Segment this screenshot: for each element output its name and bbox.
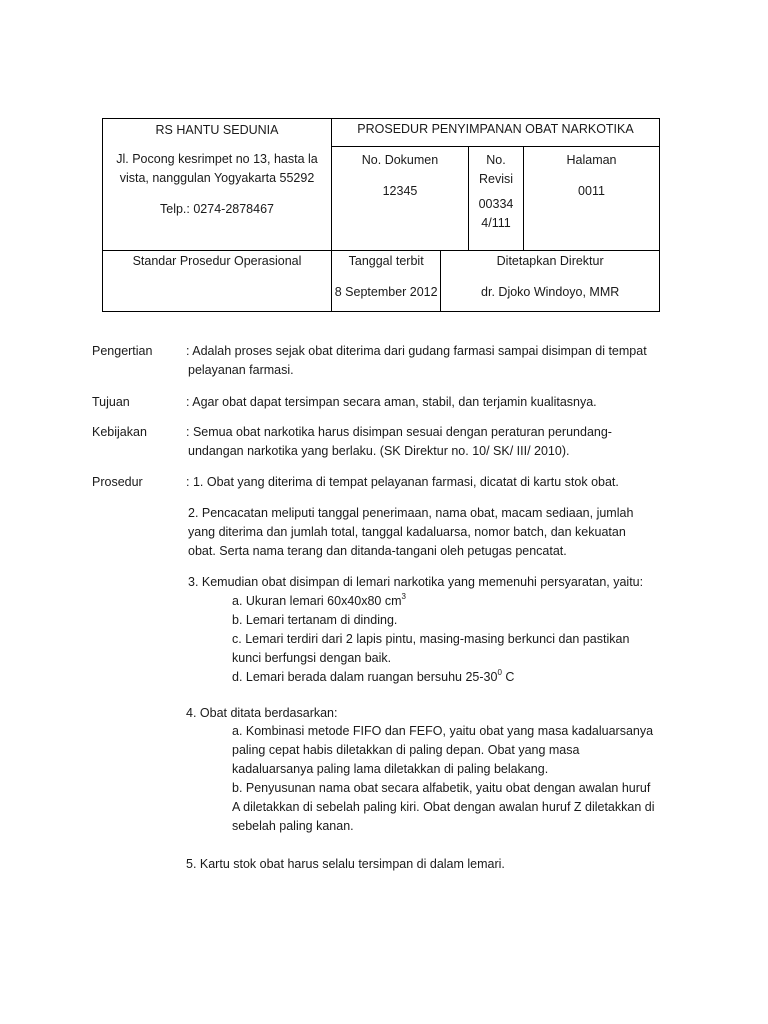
step3-d-unit: C (501, 670, 515, 684)
doc-number-value: 12345 (382, 184, 418, 198)
step3-item-c-line2: kunci berfungsi dengan baik. (232, 651, 392, 665)
step4-b-line3: sebelah paling kanan. (232, 819, 354, 833)
step2-line3: obat. Serta nama terang dan ditanda-tangani oleh petugas pencatat. (188, 544, 567, 558)
approved-by-label: Ditetapkan Direktur (496, 254, 604, 268)
pengertian-line1: : Adalah proses sejak obat diterima dari gudang farmasi sampai disimpan di tempat (186, 344, 647, 358)
step3-a-text: a. Ukuran lemari 60x40x80 cm (232, 594, 402, 608)
procedure-info-cell (332, 119, 660, 251)
hospital-name: RS HANTU SEDUNIA (155, 123, 279, 137)
step2-line1: 2. Pencacatan meliputi tanggal penerimaan, nama obat, macam sediaan, jumlah (188, 506, 634, 520)
page-number-block (524, 147, 659, 250)
approved-by-cell (441, 251, 660, 312)
step3-item-d (232, 668, 682, 687)
step3-a-sup: 3 (401, 592, 406, 601)
page-label: Halaman (566, 153, 617, 167)
header-row-bottom (103, 251, 660, 312)
step4-b-line1: b. Penyusunan nama obat secara alfabetik, yaitu obat dengan awalan huruf (232, 781, 651, 795)
prosedur-step5: 5. Kartu stok obat harus selalu tersimpan di dalam lemari. (186, 857, 505, 871)
step4-a-line1: a. Kombinasi metode FIFO dan FEFO, yaitu obat yang masa kadaluarsanya (232, 724, 654, 738)
kebijakan-label: Kebijakan (92, 425, 147, 439)
revision-label-1: No. (486, 153, 506, 167)
pengertian-line2: pelayanan farmasi. (188, 363, 294, 377)
doc-number-label: No. Dokumen (361, 153, 439, 167)
procedure-title: PROSEDUR PENYIMPANAN OBAT NARKOTIKA (332, 119, 659, 147)
step4-a-line2: paling cepat habis diletakkan di paling depan. Obat yang masa (232, 743, 580, 757)
sop-label: Standar Prosedur Operasional (132, 254, 302, 268)
step3-item-a (232, 592, 682, 611)
issued-date-cell (332, 251, 441, 312)
hospital-address-line1: Jl. Pocong kesrimpet no 13, hasta la (116, 152, 318, 166)
step2-line2: yang diterima dan jumlah total, tanggal kadaluarsa, nomor batch, dan kekuatan (188, 525, 626, 539)
kebijakan-text (186, 423, 686, 461)
step3-item-b: b. Lemari tertanam di dinding. (232, 613, 398, 627)
prosedur-step1: : 1. Obat yang diterima di tempat pelayanan farmasi, dicatat di kartu stok obat. (186, 475, 619, 489)
approved-by-value: dr. Djoko Windoyo, MMR (481, 285, 620, 299)
revision-label-2: Revisi (478, 172, 514, 186)
prosedur-step3-intro: 3. Kemudian obat disimpan di lemari narkotika yang memenuhi persyaratan, yaitu: (188, 575, 644, 589)
issued-date-label: Tanggal terbit (348, 254, 424, 268)
tujuan-text: : Agar obat dapat tersimpan secara aman, stabil, dan terjamin kualitasnya. (186, 395, 597, 409)
prosedur-step3-items (232, 592, 682, 687)
prosedur-step2 (188, 504, 688, 561)
prosedur-step4-intro: 4. Obat ditata berdasarkan: (186, 706, 338, 720)
revision-value-2: 4/111 (481, 216, 511, 230)
prosedur-step4-items (232, 722, 682, 836)
prosedur-label: Prosedur (92, 475, 143, 489)
tujuan-label: Tujuan (92, 395, 130, 409)
pengertian-label: Pengertian (92, 344, 153, 358)
step4-a-line3: kadaluarsanya paling lama diletakkan di paling belakang. (232, 762, 549, 776)
kebijakan-line2: undangan narkotika yang berlaku. (SK Direktur no. 10/ SK/ III/ 2010). (188, 444, 570, 458)
revision-block (469, 147, 524, 250)
sop-label-cell (103, 251, 332, 312)
hospital-address-line2: vista, nanggulan Yogyakarta 55292 (119, 171, 315, 185)
revision-value-1: 00334 (478, 197, 514, 211)
issued-date-value: 8 September 2012 (334, 285, 438, 299)
document-meta (332, 147, 659, 250)
pengertian-text (186, 342, 686, 380)
page-value: 0011 (578, 184, 605, 198)
step3-d-text: d. Lemari berada dalam ruangan bersuhu 25-30 (232, 670, 498, 684)
hospital-info-cell (103, 119, 332, 251)
document-header-table (102, 118, 660, 312)
hospital-phone: Telp.: 0274-2878467 (160, 202, 274, 216)
kebijakan-line1: : Semua obat narkotika harus disimpan sesuai dengan peraturan perundang- (186, 425, 612, 439)
step3-item-c-line1: c. Lemari terdiri dari 2 lapis pintu, masing-masing berkunci dan pastikan (232, 632, 630, 646)
step4-b-line2: A diletakkan di sebelah paling kiri. Obat dengan awalan huruf Z diletakkan di (232, 800, 655, 814)
doc-number-block (332, 147, 469, 250)
step3-d-sup: 0 (497, 668, 502, 677)
header-row-top (103, 119, 660, 251)
